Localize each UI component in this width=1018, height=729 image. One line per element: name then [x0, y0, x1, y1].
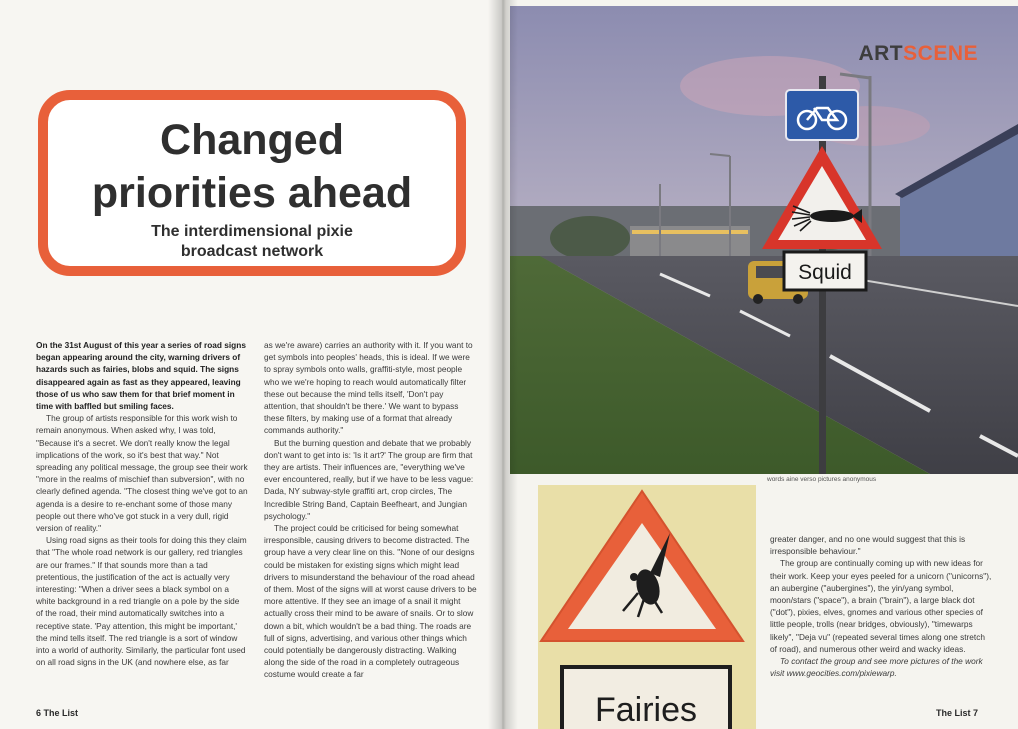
headline-subtitle-line1: The interdimensional pixie [151, 223, 353, 240]
article-column-1 [36, 339, 248, 668]
article-column-2 [264, 339, 477, 681]
fairies-sign-photo [538, 485, 756, 729]
page-folio-right: The List 7 [935, 708, 978, 718]
body-paragraph: Using road signs as their tools for doing this they claim that "The whole road network is our gallery, red triangles are our frames." If that sounds more than a tad pretentious, the justification of the act is actually very interesting: "When a driver sees a black symbol on a white background in a red triangle on a pole by the side of the road, their mind automatically switches into a receptive state. 'Pay attention, this might be important,' the mind tells itself. The red triangle is a sort of window into a world of authority. Similarly, the particular font used on all road signs in the UK (and nowhere else, as far [36, 535, 247, 668]
squid-sign-photo [510, 6, 1018, 474]
article-column-3 [770, 533, 992, 679]
body-paragraph: greater danger, and no one would suggest that this is irresponsible behaviour." [770, 534, 966, 557]
headline-title [48, 114, 456, 220]
section-brand [858, 42, 978, 66]
headline-box [38, 90, 466, 276]
body-paragraph: as we're aware) carries an authority with it. If you want to get symbols into peoples' heads, this is ideal. If we were to spray symbols onto walls, graffiti-style, most people who we we're hoping to reach would automatically filter these out because the mind tells itself, 'Don't pay attention, that shouldn't be there.' We want to bypass these filters, by making use of a format that already commands authority." [264, 340, 473, 436]
headline-subtitle [48, 222, 456, 262]
right-page [502, 0, 1018, 729]
brand-part-scene: SCENE [903, 42, 978, 65]
body-paragraph: The project could be criticised for being somewhat irresponsible, causing drivers to become distracted. The group have a very clear line on this. "None of our designs could be mistaken for existing signs which might lead drivers to misunderstand the behaviour of the road ahead of them. Most of the signs will at worst cause drivers to be more attentive. If they see an image of a snail it might actually cross their mind to be aware of snails. Or to slow down a bit, which wouldn't be a bad thing. The roads are full of signs, advertising, and various other things which could potentially be dangerously distracting. Walking along the side of the road in a completely outrageous costume would create a far [264, 523, 477, 680]
squid-sign-text: Squid [798, 261, 852, 284]
body-paragraph: The group are continually coming up with new ideas for their work. Keep your eyes peeled for a unicorn ("unicorns"), an aubergine ("aubergines"), the yin/yang symbol, moon/stars ("space"), a brain ("brain"), a large black dot ("dot"), pixies, elves, gnomes and various other species of little people, trolls (near bridges, obviously), "timewarps likely", "Deja vu" (repeated several times along one stretch of road), and numerous other weird and wacky ideas. [770, 558, 992, 654]
brand-part-art: ART [858, 42, 904, 65]
lead-paragraph: On the 31st August of this year a series of road signs began appearing around the city, warning drivers of hazards such as fairies, blobs and squid. The signs disappeared again as fast as they appeared, leaving those of us who saw them for that brief moment in time with baffled but smiling faces. [36, 340, 246, 412]
body-paragraph: But the burning question and debate that we probably don't want to get into is: 'Is it art?' The group are firm that they are artists. Their influences are, "everything we've ever encountered, really, but if we have to be less vague: Dada, NY subway-style graffiti art, crop circles, The Incredible String Band, Captain Beefheart, and Jungian psychology." [264, 437, 474, 521]
page-folio-left: 6 The List [36, 708, 79, 718]
left-page [0, 0, 502, 729]
body-paragraph: The group of artists responsible for this work wish to remain anonymous. When asked why, I was told, "Because it's a secret. We don't really know the legal implications of the work, so it's best that way." Not spreading any political message, the group see their work "more in the realms of mischief than subversion", with no clearly defined agenda. "The closest thing we've got to an agenda is a desire to re-enchant some of those many people out there who've got stuck in a very dull, rigid version of reality." [36, 413, 248, 534]
fairies-sign-text: Fairies [594, 691, 698, 729]
headline-subtitle-line2: broadcast network [180, 243, 324, 260]
contact-paragraph: To contact the group and see more pictures of the work visit www.geocities.com/pixiewarp. [770, 656, 983, 679]
headline-title-line2: priorities ahead [91, 169, 413, 217]
photo-credit: words aine verso pictures anonymous [767, 476, 877, 483]
headline-title-line1: Changed [160, 116, 344, 164]
